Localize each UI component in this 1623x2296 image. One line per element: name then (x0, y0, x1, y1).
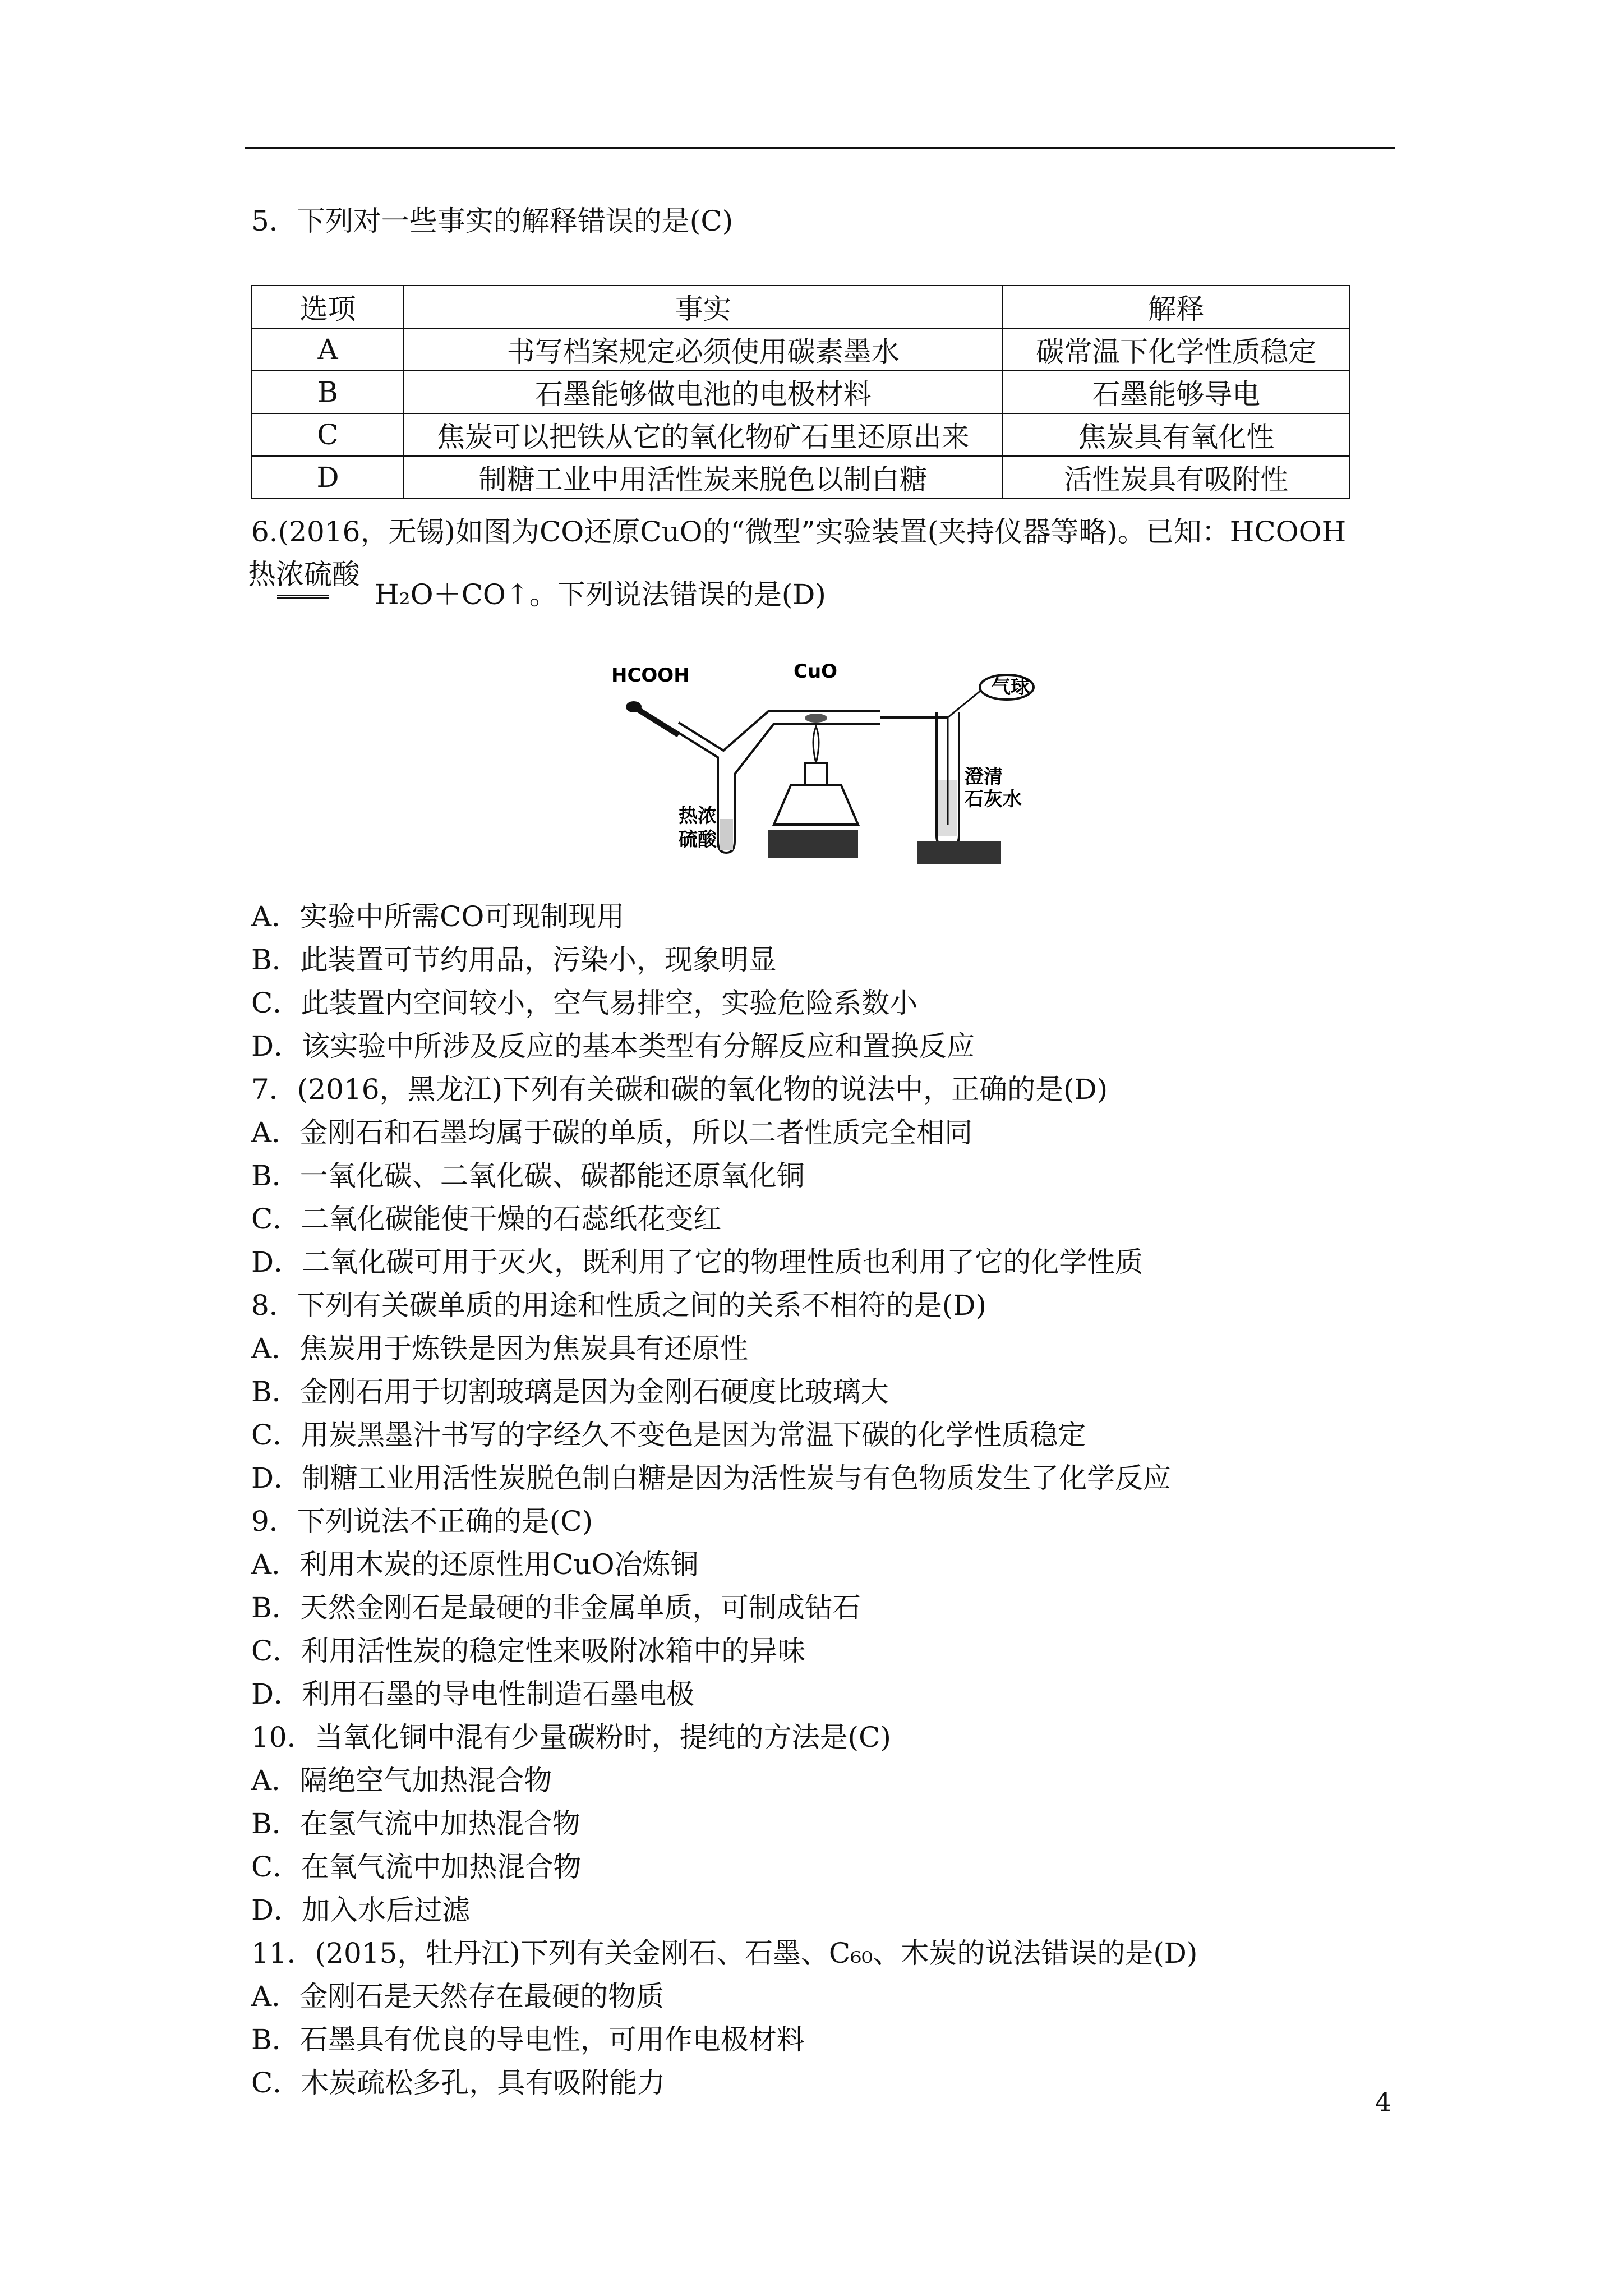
alcohol-lamp (774, 785, 858, 825)
q6-equation-tail: H₂O＋CO↑。下列说法错误的是(D) (375, 578, 826, 611)
table-cell: 焦炭具有氧化性 (1003, 413, 1350, 456)
equals-sign (277, 595, 329, 599)
q7-option-a: A．金刚石和石墨均属于碳的单质，所以二者性质完全相同 (251, 1116, 973, 1149)
q5-stem: 5．下列对一些事实的解释错误的是(C) (251, 205, 734, 237)
table-row (252, 456, 1350, 499)
q7-stem: 7．(2016，黑龙江)下列有关碳和碳的氧化物的说法中，正确的是(D) (251, 1073, 1108, 1106)
q6-option-c: C．此装置内空间较小，空气易排空，实验危险系数小 (251, 987, 918, 1019)
stand-block-right (917, 841, 1001, 864)
q10-option-b: B．在氢气流中加热混合物 (251, 1807, 580, 1840)
label-acid-1: 热浓 (679, 805, 717, 827)
q8-option-c: C．用炭黑墨汁书写的字经久不变色是因为常温下碳的化学性质稳定 (251, 1419, 1086, 1451)
q11-option-a: A．金刚石是天然存在最硬的物质 (251, 1980, 665, 2013)
q8-option-a: A．焦炭用于炼铁是因为焦炭具有还原性 (251, 1332, 749, 1365)
y-tube-upper (679, 711, 880, 751)
q9-stem: 9．下列说法不正确的是(C) (251, 1505, 593, 1538)
label-acid-2: 硫酸 (679, 829, 717, 851)
page-number: 4 (1375, 2087, 1392, 2117)
cuo-powder (805, 714, 827, 723)
acid-liquid (720, 819, 733, 850)
table-cell: D (252, 456, 404, 499)
table-row (252, 413, 1350, 456)
label-hcooh: HCOOH (611, 664, 690, 687)
dropper-bulb (634, 707, 679, 735)
q7-option-d: D．二氧化碳可用于灭火，既利用了它的物理性质也利用了它的化学性质 (251, 1246, 1144, 1278)
q8-option-b: B．金刚石用于切割玻璃是因为金刚石硬度比玻璃大 (251, 1375, 889, 1408)
table-cell: 碳常温下化学性质稳定 (1003, 328, 1350, 371)
q7-option-c: C．二氧化碳能使干燥的石蕊纸花变红 (251, 1203, 722, 1235)
q6-option-b: B．此装置可节约用品，污染小，现象明显 (251, 944, 777, 976)
dropper-tip (626, 701, 642, 712)
label-limewater-1: 澄清 (965, 766, 1003, 788)
q8-option-d: D．制糖工业用活性炭脱色制白糖是因为活性炭与有色物质发生了化学反应 (251, 1462, 1172, 1494)
q6-option-d: D．该实验中所涉及反应的基本类型有分解反应和置换反应 (251, 1030, 975, 1062)
label-limewater-2: 石灰水 (965, 788, 1022, 811)
label-balloon: 气球 (992, 676, 1030, 698)
header-rule (245, 147, 1395, 149)
q9-option-c: C．利用活性炭的稳定性来吸附冰箱中的异味 (251, 1635, 806, 1667)
table-header-explanation: 解释 (1003, 286, 1350, 328)
table-row (252, 371, 1350, 413)
lamp-flame (813, 726, 819, 763)
table-cell: 石墨能够做电池的电极材料 (404, 371, 1002, 413)
q11-stem: 11．(2015，牡丹江)下列有关金刚石、石墨、C₆₀、木炭的说法错误的是(D) (251, 1937, 1198, 1970)
table-cell: 制糖工业中用活性炭来脱色以制白糖 (404, 456, 1002, 499)
stand-block-left (768, 830, 858, 858)
q10-option-a: A．隔绝空气加热混合物 (251, 1764, 552, 1797)
table-header-fact: 事实 (404, 286, 1002, 328)
table-cell: B (252, 371, 404, 413)
table-row (252, 328, 1350, 371)
table-header-row (252, 286, 1350, 328)
table-cell: A (252, 328, 404, 371)
table-cell: 活性炭具有吸附性 (1003, 456, 1350, 499)
q8-stem: 8．下列有关碳单质的用途和性质之间的关系不相符的是(D) (251, 1289, 986, 1322)
table-cell: C (252, 413, 404, 456)
q10-stem: 10．当氧化铜中混有少量碳粉时，提纯的方法是(C) (251, 1721, 891, 1754)
table-cell: 石墨能够导电 (1003, 371, 1350, 413)
q10-option-d: D．加入水后过滤 (251, 1894, 471, 1926)
q6-option-a: A．实验中所需CO可现制现用 (251, 900, 625, 933)
table-cell: 书写档案规定必须使用碳素墨水 (404, 328, 1002, 371)
q11-option-c: C．木炭疏松多孔，具有吸附能力 (251, 2067, 666, 2099)
q10-option-c: C．在氧气流中加热混合物 (251, 1851, 582, 1883)
table-cell: 焦炭可以把铁从它的氧化物矿石里还原出来 (404, 413, 1002, 456)
table-header-option: 选项 (252, 286, 404, 328)
reaction-condition: 热浓硫酸 (248, 558, 360, 591)
q9-option-b: B．天然金刚石是最硬的非金属单质，可制成钻石 (251, 1591, 861, 1624)
q11-option-b: B．石墨具有优良的导电性，可用作电极材料 (251, 2023, 805, 2056)
apparatus-diagram (611, 656, 1060, 869)
lamp-neck (805, 763, 827, 785)
apparatus-figure (611, 656, 1060, 872)
q5-table (251, 285, 1350, 499)
q9-option-d: D．利用石墨的导电性制造石墨电极 (251, 1678, 695, 1710)
q9-option-a: A．利用木炭的还原性用CuO冶炼铜 (251, 1548, 699, 1581)
label-cuo: CuO (794, 660, 838, 683)
q6-stem: 6.(2016，无锡)如图为CO还原CuO的“微型”实验装置(夹持仪器等略)。已知：HCOOH (251, 516, 1347, 548)
q7-option-b: B．一氧化碳、二氧化碳、碳都能还原氧化铜 (251, 1159, 805, 1192)
